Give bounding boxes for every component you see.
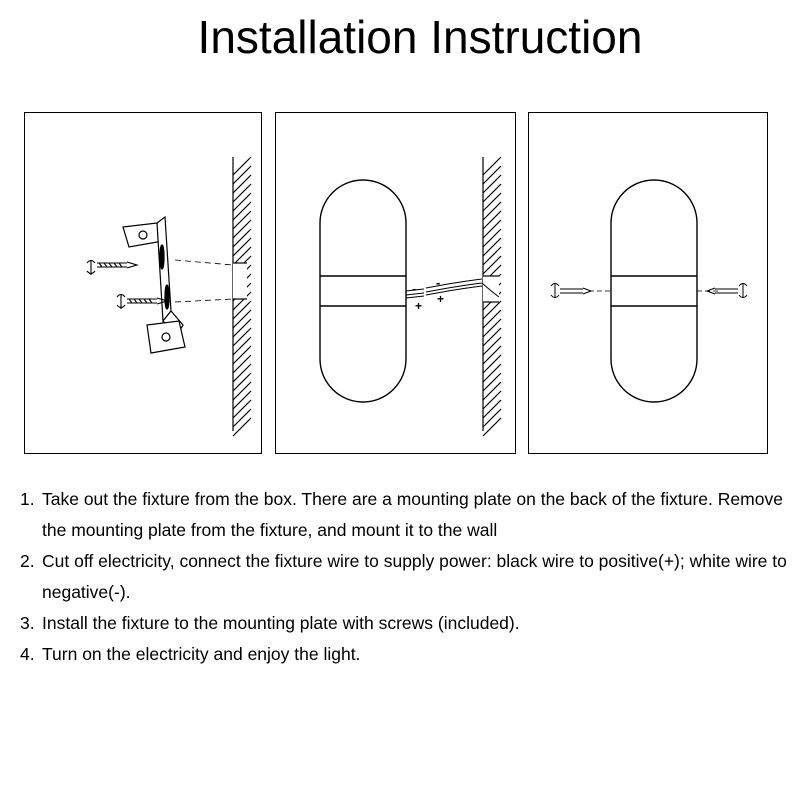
- step-text: Install the fixture to the mounting plate with screws (included).: [42, 613, 520, 633]
- diagram-panel-install-fixture: [528, 112, 768, 454]
- diagram-panel-mounting-plate: [24, 112, 262, 454]
- wiring-diagram: [276, 113, 517, 455]
- step-number: 4.: [20, 644, 35, 664]
- step-item: [20, 546, 800, 608]
- step-item: [20, 484, 800, 546]
- fixture-install-diagram: [529, 113, 769, 455]
- screw-icon: [117, 295, 167, 310]
- step-number: 2.: [20, 551, 35, 571]
- step-item: [20, 639, 800, 670]
- step-item: [20, 608, 800, 639]
- step-number: 3.: [20, 613, 35, 633]
- wire-minus-label: -: [412, 281, 417, 296]
- fixture-outline: [611, 180, 697, 402]
- step-text: Cut off electricity, connect the fixture wire to supply power: black wire to positive(+); white wire to negative(-).: [42, 551, 787, 602]
- screw-icon: [551, 284, 591, 299]
- screw-icon: [87, 261, 137, 276]
- step-number: 1.: [20, 489, 35, 509]
- wire-minus-label: -: [436, 275, 441, 290]
- page-title: Installation Instruction: [197, 11, 643, 63]
- step-text: Turn on the electricity and enjoy the light.: [42, 644, 361, 664]
- diagram-panel-wiring: [275, 112, 516, 454]
- instruction-steps: [20, 484, 800, 670]
- wire-plus-label: +: [415, 299, 423, 313]
- step-text: Take out the fixture from the box. There are a mounting plate on the back of the fixture. Remove the mounting plate from the fixture, and mount it to the wall: [42, 489, 783, 540]
- mounting-plate-diagram: [25, 113, 263, 455]
- mounting-bracket: [123, 217, 185, 353]
- fixture-outline: [320, 180, 406, 402]
- wire-plus-label: +: [437, 292, 445, 306]
